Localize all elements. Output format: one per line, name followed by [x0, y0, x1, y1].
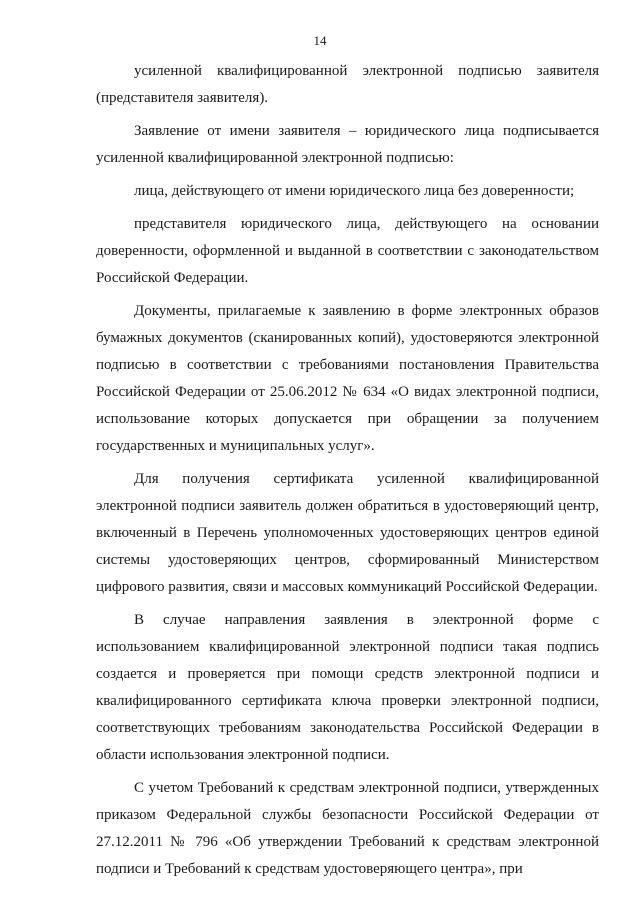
paragraph-legal-entity-signature: Заявление от имени заявителя – юридического лица подписывается усиленной квалифицированной электронной подписью:	[96, 123, 599, 166]
paragraph-certificate-center: Для получения сертификата усиленной квалифицированной электронной подписи заявитель должен обратиться в удостоверяющий центр, включенный в Перечень уполномоченных удостоверяющих центров единой системы удостоверяющих центров, сформированный Министерством цифрового развития, связи и массовых коммуникаций Российской Федерации.	[96, 471, 599, 595]
paragraph-electronic-form-submission: В случае направления заявления в электронной форме с использованием квалифицированной электронной подписи такая подпись создается и проверяется при помощи средств электронной подписи и квалифицированного сертификата ключа проверки электронной подписи, соответствующих требованиям законодательства Российской Федерации в области использования электронной подписи.	[96, 612, 599, 763]
paragraph-signature-continuation: усиленной квалифицированной электронной подписью заявителя (представителя заявителя).	[96, 63, 599, 106]
document-body	[96, 58, 599, 883]
paragraph-attached-documents: Документы, прилагаемые к заявлению в форме электронных образов бумажных документов (сканированных копий), удостоверяются электронной подписью в соответствии с требованиями постановления Правительства Российской Федерации от 25.06.2012 № 634 «О видах электронной подписи, использование которых допускается при обращении за получением государственных и муниципальных услуг».	[96, 303, 599, 454]
page-number: 14	[313, 33, 327, 48]
paragraph-person-without-power-of-attorney: лица, действующего от имени юридического лица без доверенности;	[134, 183, 575, 199]
paragraph-fsb-requirements: С учетом Требований к средствам электронной подписи, утвержденных приказом Федеральной службы безопасности Российской Федерации от 27.12.2011 № 796 «Об утверждении Требований к средствам электронной подписи и Требований к средствам удостоверяющего центра», при	[96, 780, 599, 877]
paragraph-representative-with-power-of-attorney: представителя юридического лица, действующего на основании доверенности, оформленной и выданной в соответствии с законодательством Российской Федерации.	[96, 216, 599, 286]
